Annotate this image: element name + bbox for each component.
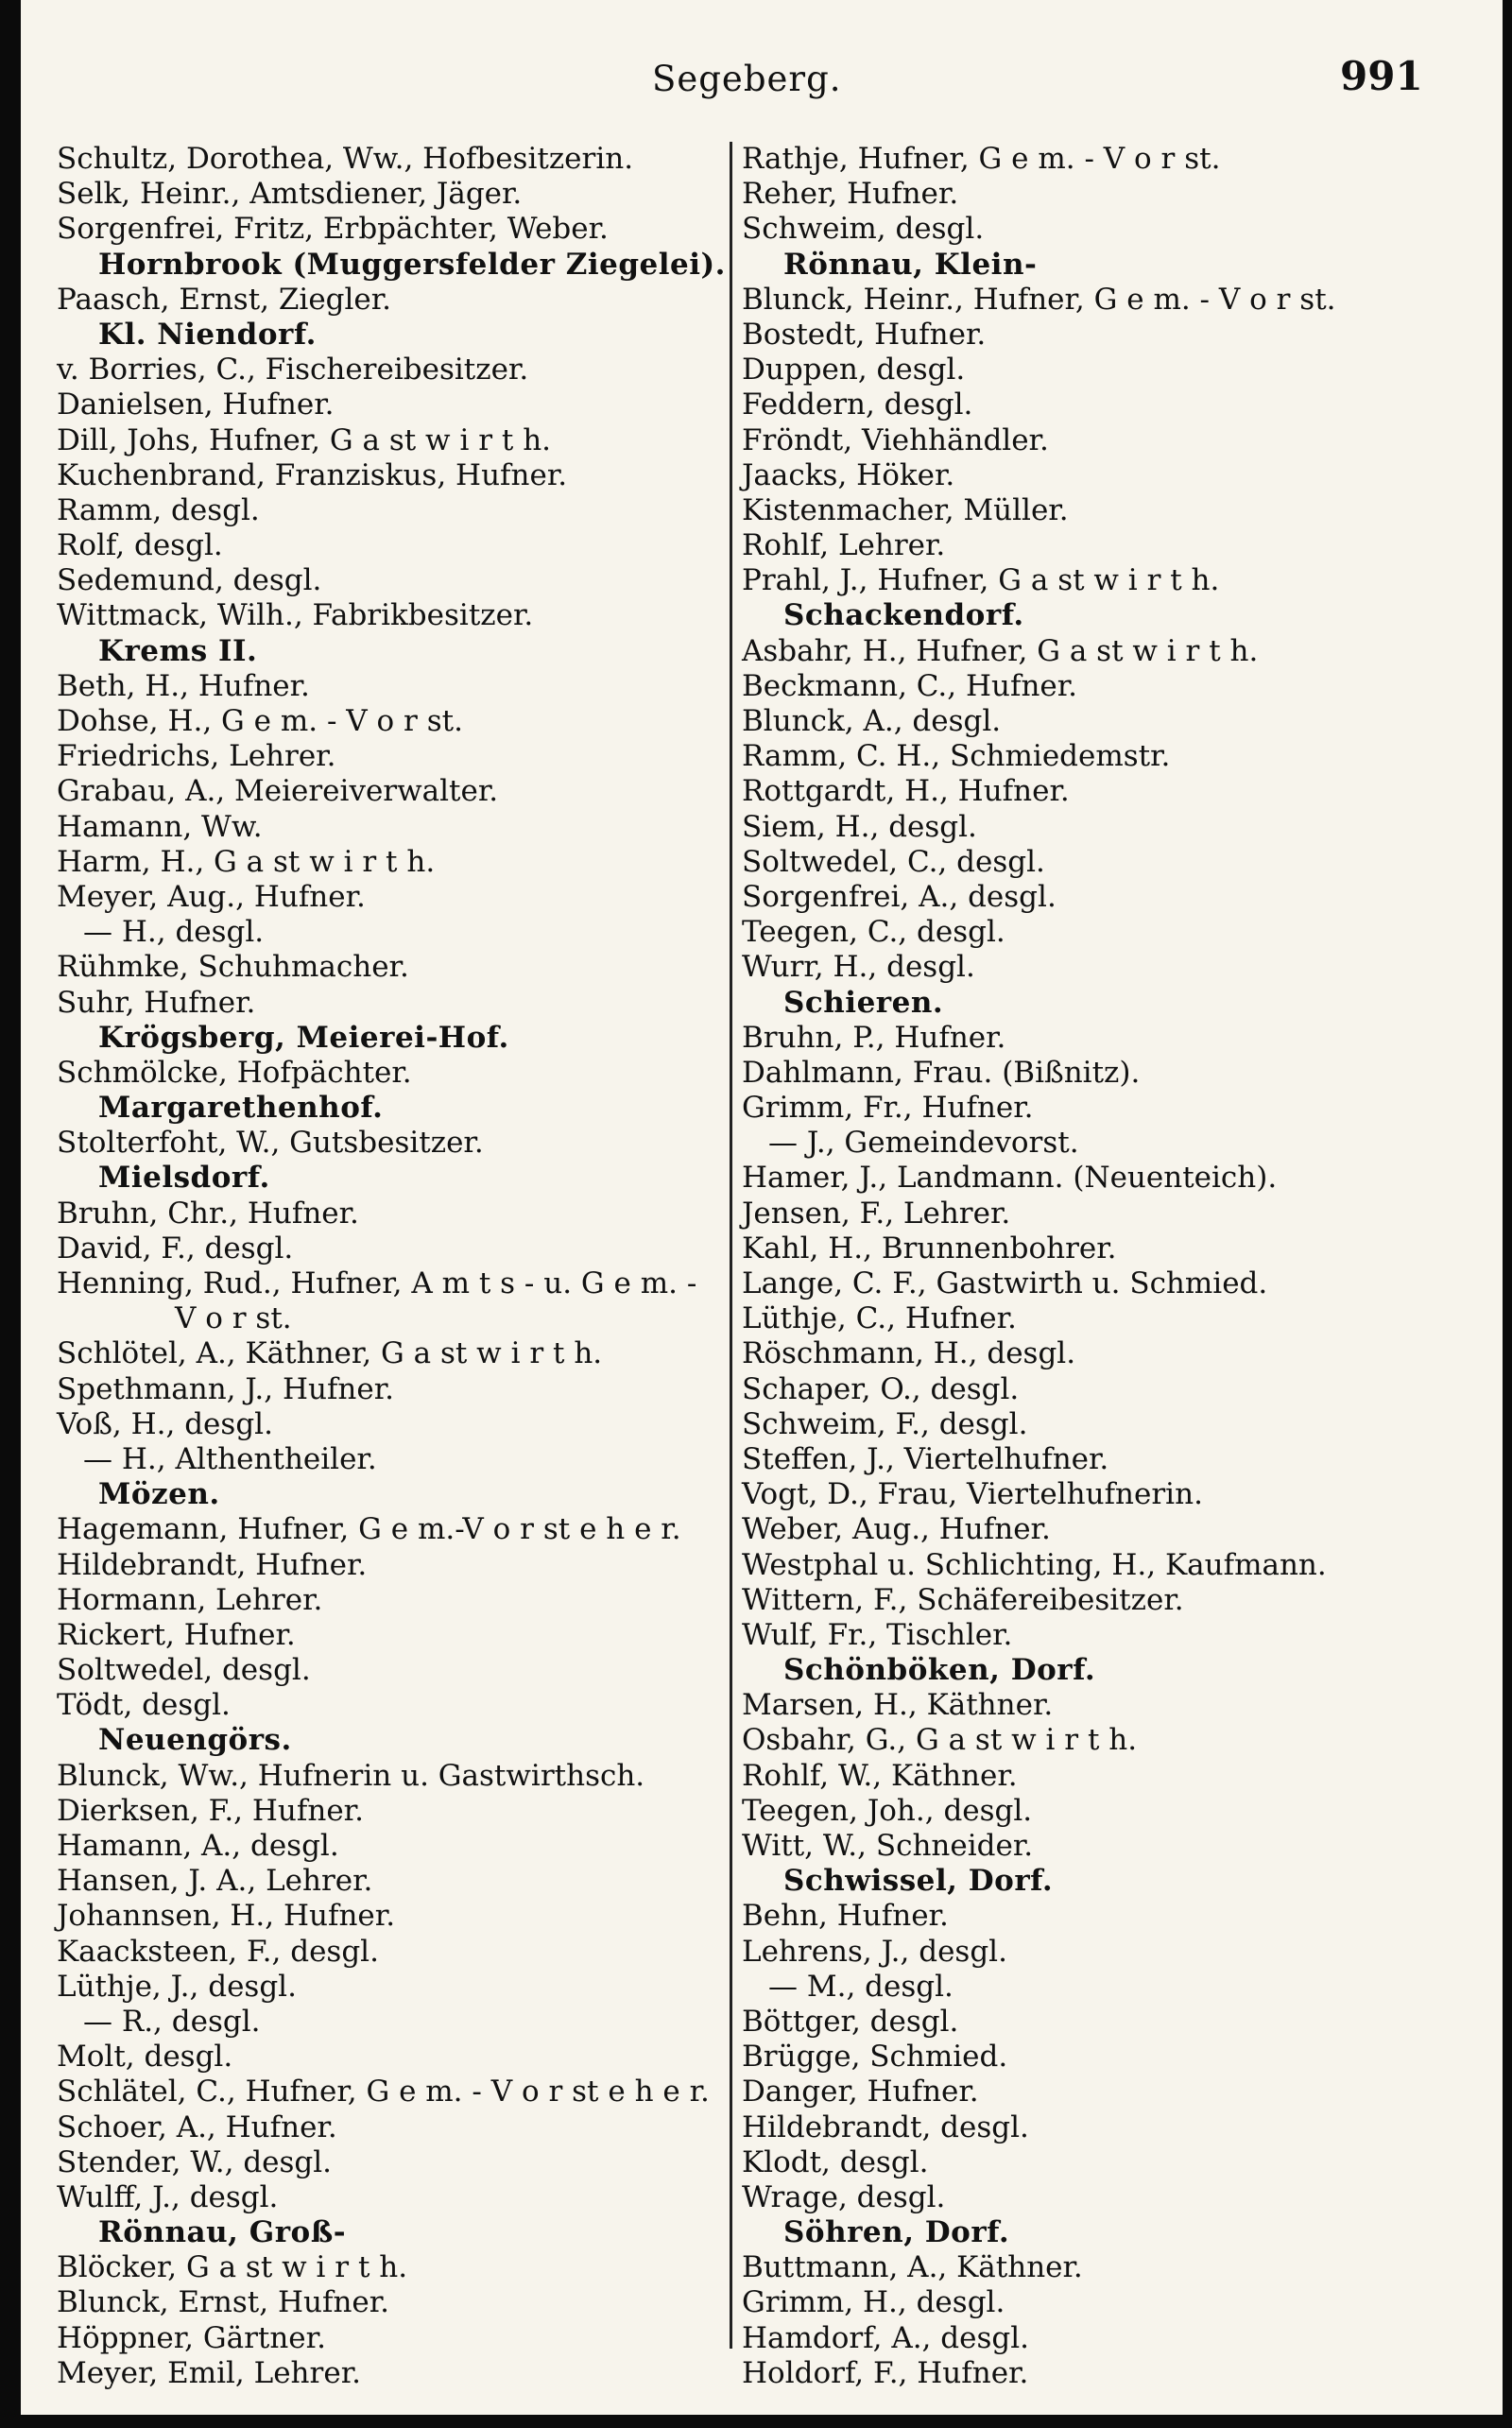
directory-entry: Spethmann, J., Hufner. [57, 1371, 394, 1406]
directory-entry: Grabau, A., Meiereiverwalter. [57, 774, 499, 809]
directory-entry: — H., Althentheiler. [83, 1441, 377, 1476]
directory-entry: Grimm, H., desgl. [742, 2285, 1005, 2320]
directory-entry: Schweim, F., desgl. [742, 1406, 1028, 1441]
place-heading: Schieren. [783, 985, 944, 1020]
entry-continuation: V o r st. [175, 1301, 292, 1336]
page-header [0, 53, 1512, 115]
directory-entry: Ramm, desgl. [57, 492, 260, 527]
directory-entry: — J., Gemeindevorst. [768, 1126, 1079, 1161]
directory-entry: Blunck, Heinr., Hufner, G e m. - V o r st. [742, 282, 1336, 317]
directory-entry: Lehrens, J., desgl. [742, 1934, 1007, 1969]
directory-entry: Soltwedel, C., desgl. [742, 844, 1045, 879]
directory-entry: Sedemund, desgl. [57, 563, 322, 598]
directory-entry: Hagemann, Hufner, G e m.-V o r st e h e r. [57, 1512, 681, 1547]
directory-entry: Dierksen, F., Hufner. [57, 1793, 364, 1828]
directory-entry: Henning, Rud., Hufner, A m t s - u. G e m. - [57, 1266, 697, 1300]
directory-entry: Schmölcke, Hofpächter. [57, 1055, 412, 1090]
right-column [742, 142, 1441, 2391]
place-heading: Schackendorf. [783, 598, 1024, 633]
directory-entry: Rickert, Hufner. [57, 1617, 296, 1652]
directory-entry: Osbahr, G., G a st w i r t h. [742, 1723, 1138, 1758]
place-heading: Margarethenhof. [98, 1091, 384, 1126]
directory-entry: Wittern, F., Schäfereibesitzer. [742, 1582, 1184, 1617]
directory-entry: Hildebrandt, Hufner. [57, 1547, 368, 1582]
directory-entry: Jaacks, Höker. [742, 457, 955, 492]
directory-entry: Rottgardt, H., Hufner. [742, 774, 1070, 809]
directory-entry: Rolf, desgl. [57, 528, 223, 563]
directory-entry: Wrage, desgl. [742, 2179, 946, 2214]
directory-entry: Steffen, J., Viertelhufner. [742, 1441, 1109, 1476]
directory-entry: Beckmann, C., Hufner. [742, 668, 1078, 703]
directory-entry: — H., desgl. [83, 915, 265, 950]
directory-entry: Tödt, desgl. [57, 1688, 231, 1723]
directory-entry: Westphal u. Schlichting, H., Kaufmann. [742, 1547, 1327, 1582]
place-heading: Rönnau, Groß- [98, 2215, 347, 2250]
directory-entry: Harm, H., G a st w i r t h. [57, 844, 436, 879]
directory-entry: Stolterfoht, W., Gutsbesitzer. [57, 1126, 484, 1161]
place-heading: Kl. Niendorf. [98, 317, 317, 352]
directory-entry: — M., desgl. [768, 1969, 954, 2004]
directory-entry: Bostedt, Hufner. [742, 317, 987, 352]
directory-entry: Suhr, Hufner. [57, 985, 256, 1020]
directory-entry: Bruhn, Chr., Hufner. [57, 1196, 359, 1231]
directory-entry: Soltwedel, desgl. [57, 1653, 311, 1688]
scan-edge-left [0, 0, 21, 2428]
directory-entry: Kuchenbrand, Franziskus, Hufner. [57, 457, 568, 492]
directory-entry: Klodt, desgl. [742, 2144, 929, 2179]
directory-entry: Beth, H., Hufner. [57, 668, 310, 703]
directory-entry: Wittmack, Wilh., Fabrikbesitzer. [57, 598, 534, 633]
directory-entry: Blunck, Ernst, Hufner. [57, 2285, 390, 2320]
directory-entry: Röschmann, H., desgl. [742, 1336, 1076, 1371]
directory-entry: Sorgenfrei, Fritz, Erbpächter, Weber. [57, 212, 609, 247]
directory-entry: Fröndt, Viehhändler. [742, 422, 1049, 457]
directory-entry: Schweim, desgl. [742, 212, 985, 247]
directory-entry: Buttmann, A., Käthner. [742, 2250, 1083, 2285]
directory-entry: Schoer, A., Hufner. [57, 2109, 337, 2144]
directory-entry: Holdorf, F., Hufner. [742, 2355, 1029, 2390]
directory-entry: Höppner, Gärtner. [57, 2320, 326, 2355]
scan-edge-bottom [0, 2415, 1512, 2428]
directory-entry: Böttger, desgl. [742, 2004, 959, 2039]
directory-entry: Witt, W., Schneider. [742, 1829, 1034, 1863]
directory-entry: Lüthje, J., desgl. [57, 1969, 297, 2004]
place-heading: Krems II. [98, 633, 258, 668]
directory-entry: Voß, H., desgl. [57, 1406, 273, 1441]
directory-entry: Meyer, Emil, Lehrer. [57, 2355, 361, 2390]
directory-entry: Vogt, D., Frau, Viertelhufnerin. [742, 1477, 1203, 1512]
directory-entry: Hildebrandt, desgl. [742, 2109, 1029, 2144]
directory-entry: Hormann, Lehrer. [57, 1582, 323, 1617]
directory-entry: Lange, C. F., Gastwirth u. Schmied. [742, 1266, 1268, 1300]
directory-entry: Schlötel, A., Käthner, G a st w i r t h. [57, 1336, 603, 1371]
directory-entry: Bruhn, P., Hufner. [742, 1020, 1006, 1055]
directory-entry: — R., desgl. [83, 2004, 261, 2039]
directory-entry: Dohse, H., G e m. - V o r st. [57, 704, 463, 738]
directory-entry: Siem, H., desgl. [742, 809, 977, 844]
directory-entry: Marsen, H., Käthner. [742, 1688, 1054, 1723]
directory-entry: Dill, Johs, Hufner, G a st w i r t h. [57, 422, 552, 457]
place-heading: Schönböken, Dorf. [783, 1653, 1096, 1688]
directory-entry: Blunck, Ww., Hufnerin u. Gastwirthsch. [57, 1758, 645, 1793]
directory-entry: Wulff, J., desgl. [57, 2179, 279, 2214]
directory-entry: Teegen, C., desgl. [742, 915, 1005, 950]
directory-entry: Hamann, Ww. [57, 809, 263, 844]
directory-entry: Blöcker, G a st w i r t h. [57, 2250, 408, 2285]
directory-entry: David, F., desgl. [57, 1231, 294, 1266]
directory-entry: Ramm, C. H., Schmiedemstr. [742, 739, 1171, 774]
directory-entry: Kahl, H., Brunnenbohrer. [742, 1231, 1117, 1266]
running-head: Segeberg. [652, 59, 842, 99]
directory-entry: Rohlf, W., Käthner. [742, 1758, 1018, 1793]
directory-entry: Schlätel, C., Hufner, G e m. - V o r st e h e r. [57, 2075, 710, 2109]
directory-entry: Danielsen, Hufner. [57, 387, 335, 422]
directory-entry: Asbahr, H., Hufner, G a st w i r t h. [742, 633, 1259, 668]
directory-entry: Paasch, Ernst, Ziegler. [57, 282, 392, 317]
directory-entry: Hamdorf, A., desgl. [742, 2320, 1029, 2355]
directory-entry: Kistenmacher, Müller. [742, 492, 1069, 527]
directory-entry: Schultz, Dorothea, Ww., Hofbesitzerin. [57, 142, 634, 176]
directory-entry: Sorgenfrei, A., desgl. [742, 879, 1057, 914]
place-heading: Neuengörs. [98, 1723, 292, 1758]
left-column [57, 142, 737, 2391]
directory-entry: Teegen, Joh., desgl. [742, 1793, 1033, 1828]
directory-entry: Hansen, J. A., Lehrer. [57, 1864, 373, 1899]
directory-entry: Jensen, F., Lehrer. [742, 1196, 1011, 1231]
directory-entry: Stender, W., desgl. [57, 2144, 333, 2179]
directory-entry: Johannsen, H., Hufner. [57, 1899, 396, 1934]
directory-entry: Dahlmann, Frau. (Bißnitz). [742, 1055, 1141, 1090]
directory-entry: v. Borries, C., Fischereibesitzer. [57, 353, 529, 387]
directory-entry: Duppen, desgl. [742, 353, 966, 387]
directory-entry: Weber, Aug., Hufner. [742, 1512, 1051, 1547]
place-heading: Mielsdorf. [98, 1161, 270, 1196]
directory-entry: Molt, desgl. [57, 2040, 233, 2075]
page-number: 991 [1340, 53, 1423, 99]
place-heading: Krögsberg, Meierei-Hof. [98, 1020, 509, 1055]
directory-entry: Rohlf, Lehrer. [742, 528, 946, 563]
place-heading: Schwissel, Dorf. [783, 1864, 1054, 1899]
directory-entry: Selk, Heinr., Amtsdiener, Jäger. [57, 177, 523, 212]
directory-entry: Brügge, Schmied. [742, 2040, 1008, 2075]
directory-entry: Rühmke, Schuhmacher. [57, 950, 409, 985]
directory-entry: Meyer, Aug., Hufner. [57, 879, 366, 914]
column-divider [730, 142, 732, 2349]
directory-entry: Reher, Hufner. [742, 177, 959, 212]
directory-entry: Feddern, desgl. [742, 387, 973, 422]
place-heading: Mözen. [98, 1477, 220, 1512]
directory-entry: Hamer, J., Landmann. (Neuenteich). [742, 1161, 1278, 1196]
directory-entry: Wurr, H., desgl. [742, 950, 975, 985]
directory-entry: Kaacksteen, F., desgl. [57, 1934, 379, 1969]
directory-entry: Prahl, J., Hufner, G a st w i r t h. [742, 563, 1220, 598]
scan-edge-right [1503, 0, 1512, 2428]
place-heading: Hornbrook (Muggersfelder Ziegelei). [98, 247, 726, 282]
directory-entry: Wulf, Fr., Tischler. [742, 1617, 1013, 1652]
directory-entry: Lüthje, C., Hufner. [742, 1301, 1017, 1336]
place-heading: Rönnau, Klein- [783, 247, 1038, 282]
directory-entry: Rathje, Hufner, G e m. - V o r st. [742, 142, 1221, 176]
directory-entry: Grimm, Fr., Hufner. [742, 1091, 1034, 1126]
place-heading: Söhren, Dorf. [783, 2215, 1010, 2250]
directory-entry: Blunck, A., desgl. [742, 704, 1002, 738]
directory-entry: Schaper, O., desgl. [742, 1371, 1020, 1406]
directory-entry: Hamann, A., desgl. [57, 1829, 339, 1863]
directory-entry: Danger, Hufner. [742, 2075, 979, 2109]
directory-entry: Friedrichs, Lehrer. [57, 739, 336, 774]
directory-entry: Behn, Hufner. [742, 1899, 949, 1934]
